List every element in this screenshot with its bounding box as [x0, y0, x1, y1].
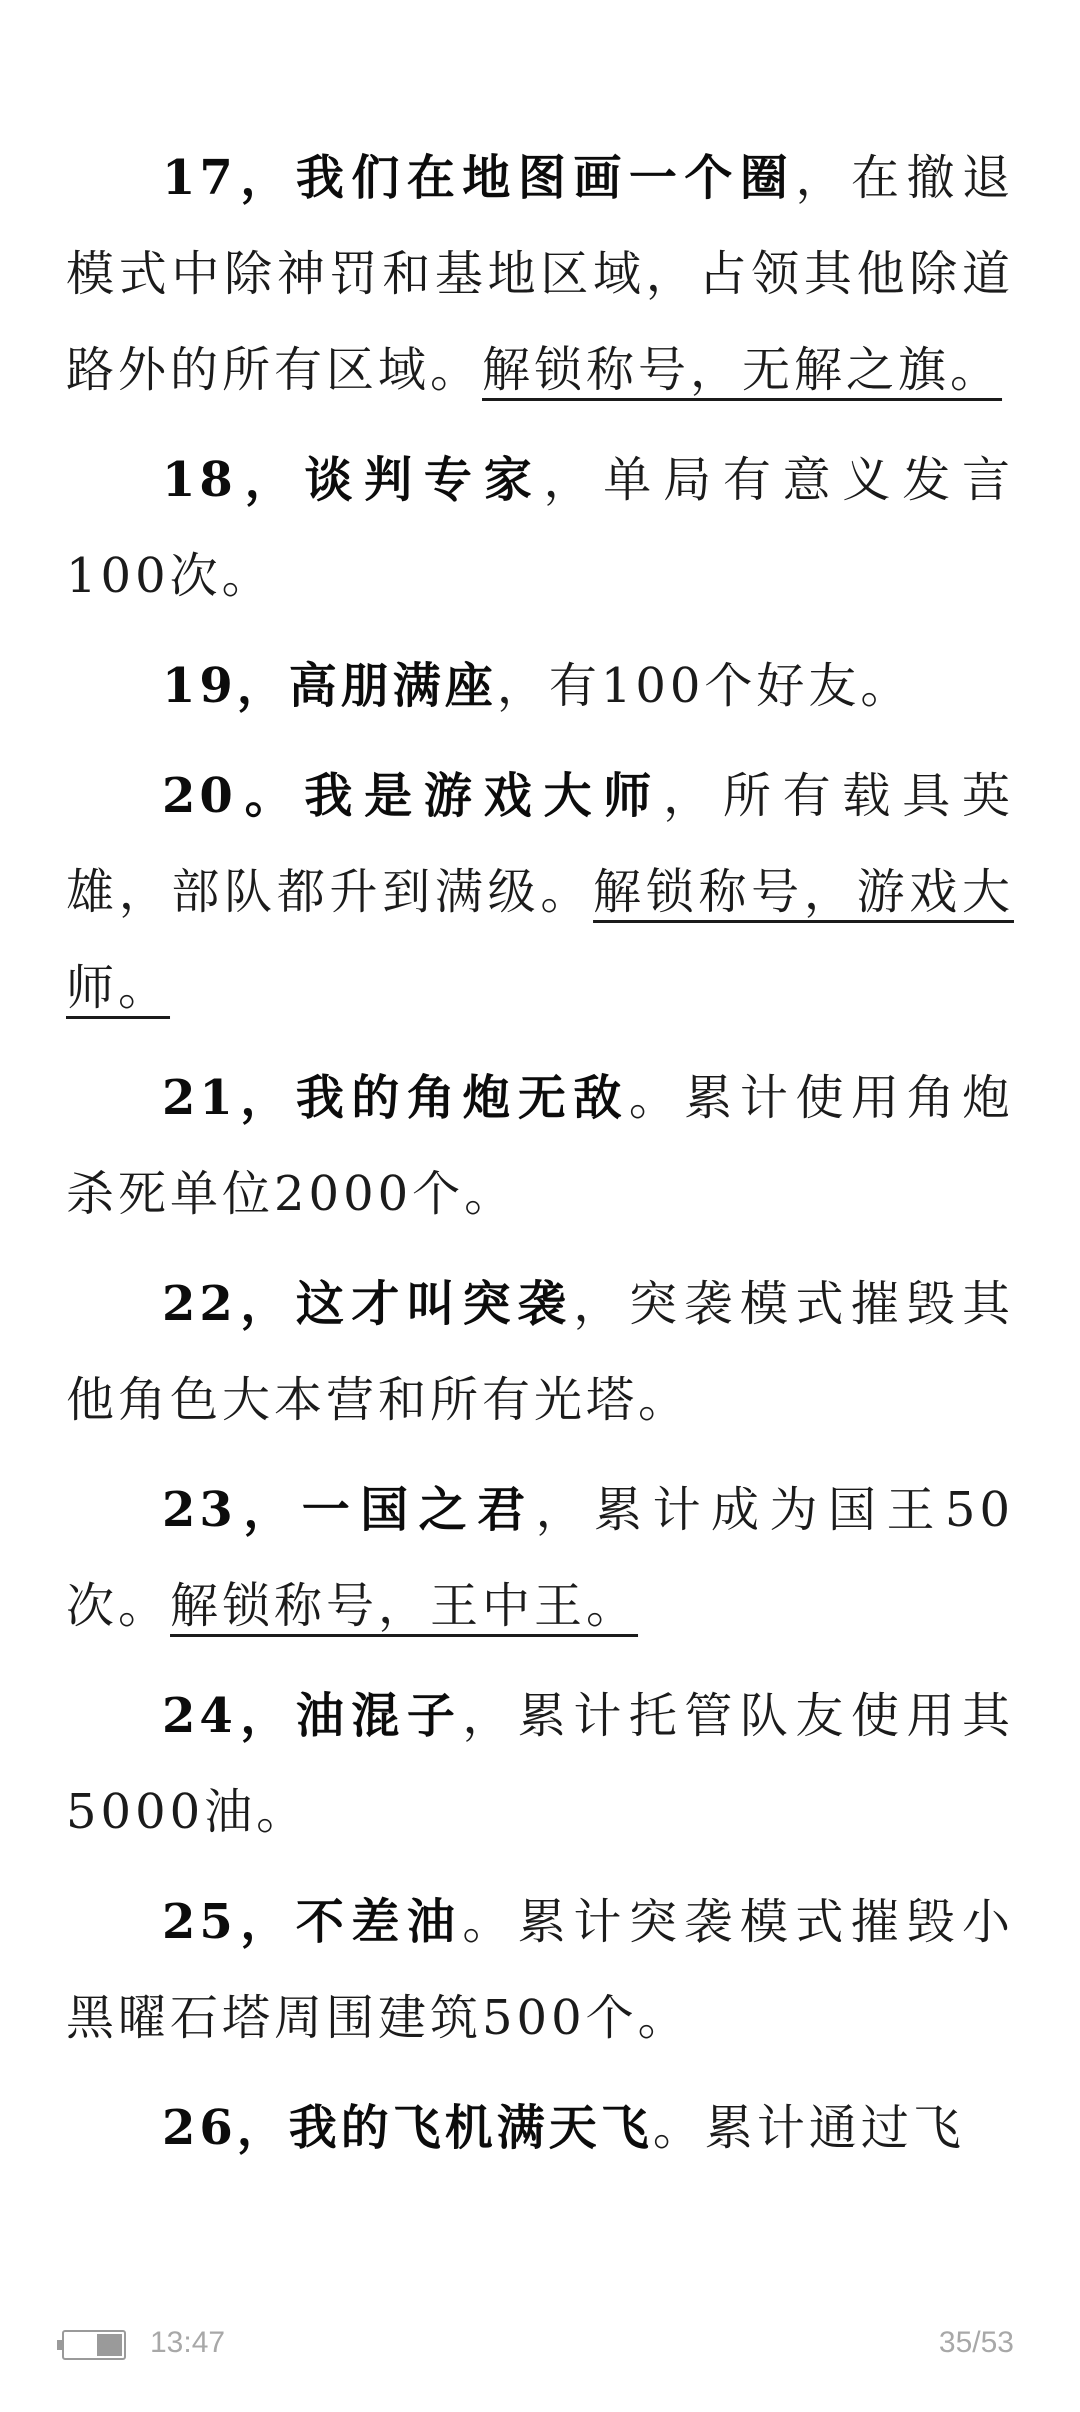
item-body: ，累计托管队友使用其5000油。 — [66, 1688, 1014, 1840]
item-23 — [66, 1462, 1014, 1654]
item-title: 22，这才叫突袭 — [162, 1276, 574, 1332]
item-body: ，累计成为国王50次。 — [66, 1482, 1014, 1634]
page-indicator: 35/53 — [938, 2326, 1014, 2359]
item-19 — [66, 638, 1014, 734]
item-body: ，在撤退模式中除神罚和基地区域，占领其他除道路外的所有区域。 — [66, 150, 1014, 398]
item-body: 。累计通过飞 — [652, 2100, 965, 2156]
reader-status-bar — [0, 2316, 1080, 2376]
item-title: 26，我的飞机满天飞 — [162, 2100, 653, 2156]
item-body: 。累计突袭模式摧毁小黑曜石塔周围建筑500个。 — [66, 1894, 1014, 2046]
item-title: 17，我们在地图画一个圈 — [162, 150, 796, 206]
clock-time: 13:47 — [150, 2326, 226, 2359]
item-26 — [66, 2080, 1014, 2176]
item-body: ，突袭模式摧毁其他角色大本营和所有光塔。 — [66, 1276, 1014, 1428]
item-21 — [66, 1050, 1014, 1242]
item-unlock-note: 解锁称号，王中王。 — [170, 1578, 639, 1634]
item-22 — [66, 1256, 1014, 1448]
item-title: 24，油混子 — [162, 1688, 463, 1744]
item-title: 19，高朋满座 — [162, 658, 497, 714]
item-title: 25，不差油 — [162, 1894, 463, 1950]
item-body: ，单局有意义发言100次。 — [66, 452, 1014, 604]
item-18 — [66, 432, 1014, 624]
item-title: 21，我的角炮无敌 — [162, 1070, 629, 1126]
reader-page — [66, 130, 1014, 2190]
item-unlock-note: 解锁称号，无解之旗。 — [482, 342, 1003, 398]
item-25 — [66, 1874, 1014, 2066]
item-24 — [66, 1668, 1014, 1860]
item-body: ，有100个好友。 — [496, 658, 913, 714]
item-title: 18，谈判专家 — [162, 452, 544, 508]
item-17 — [66, 130, 1014, 418]
battery-level-fill — [97, 2334, 122, 2356]
item-title: 23，一国之君 — [162, 1482, 536, 1538]
item-unlock-note: 解锁称号，游戏大师。 — [66, 864, 1014, 1016]
item-title: 20。我是游戏大师 — [162, 768, 664, 824]
item-body: ，所有载具英雄，部队都升到满级。 — [66, 768, 1014, 920]
item-20 — [66, 748, 1014, 1036]
item-body: 。累计使用角炮杀死单位2000个。 — [66, 1070, 1014, 1222]
battery-icon — [62, 2330, 126, 2360]
